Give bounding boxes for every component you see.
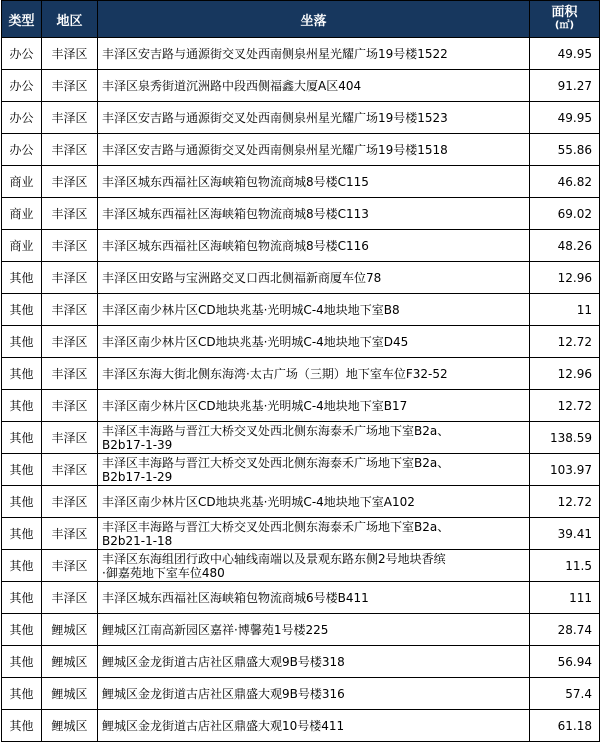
address-line: ·御嘉苑地下室车位480 [102,565,225,580]
table-row [2,198,600,230]
table-row [2,550,600,582]
cell-address [98,230,530,262]
table-row [2,38,600,70]
cell-region: 丰泽区 [42,230,98,262]
cell-region: 丰泽区 [42,486,98,518]
cell-address [98,294,530,326]
cell-area: 69.02 [530,198,600,230]
table-row [2,230,600,262]
cell-address [98,70,530,102]
cell-region: 丰泽区 [42,70,98,102]
cell-address [98,582,530,614]
cell-type: 其他 [2,326,42,358]
cell-area: 11.5 [530,550,600,582]
cell-region: 丰泽区 [42,134,98,166]
table-row [2,326,600,358]
cell-address [98,646,530,678]
cell-address [98,518,530,550]
cell-type: 其他 [2,518,42,550]
address-line: 丰泽区丰海路与晋江大桥交叉处西北侧东海泰禾广场地下室B2a、 [102,423,450,438]
address-line: 丰泽区南少林片区CD地块兆基·光明城C-4地块地下室B17 [102,398,408,413]
cell-area: 12.96 [530,358,600,390]
cell-area: 46.82 [530,166,600,198]
cell-type: 其他 [2,582,42,614]
header-row [2,1,600,38]
table-row [2,134,600,166]
address-line: 丰泽区田安路与宝洲路交叉口西北侧福新商厦车位78 [102,270,382,285]
cell-type: 其他 [2,358,42,390]
cell-address [98,422,530,454]
cell-type: 其他 [2,710,42,742]
cell-address [98,102,530,134]
address-line: B2b21-1-18 [102,533,173,548]
cell-area: 49.95 [530,102,600,134]
address-line: 丰泽区城东西福社区海峡箱包物流商城8号楼C115 [102,174,369,189]
cell-area: 11 [530,294,600,326]
address-line: 丰泽区南少林片区CD地块兆基·光明城C-4地块地下室B8 [102,302,400,317]
cell-type: 办公 [2,70,42,102]
cell-address [98,614,530,646]
cell-address [98,678,530,710]
cell-region: 丰泽区 [42,38,98,70]
cell-type: 其他 [2,486,42,518]
cell-type: 其他 [2,422,42,454]
cell-type: 商业 [2,166,42,198]
address-line: 丰泽区东海组团行政中心轴线南端以及景观东路东侧2号地块香缤 [102,551,446,566]
cell-type: 其他 [2,454,42,486]
address-line: 丰泽区安吉路与通源街交叉处西南侧泉州星光耀广场19号楼1518 [102,142,448,157]
cell-area: 103.97 [530,454,600,486]
cell-area: 12.72 [530,390,600,422]
table-row [2,710,600,742]
cell-type: 其他 [2,678,42,710]
cell-type: 办公 [2,102,42,134]
cell-area: 12.72 [530,326,600,358]
address-line: 丰泽区安吉路与通源街交叉处西南侧泉州星光耀广场19号楼1522 [102,46,448,61]
cell-area: 57.4 [530,678,600,710]
cell-area: 138.59 [530,422,600,454]
cell-area: 12.72 [530,486,600,518]
table-row [2,454,600,486]
address-line: 鲤城区金龙街道古店社区鼎盛大观9B号楼318 [102,654,345,669]
cell-address [98,134,530,166]
table-row [2,646,600,678]
address-line: 鲤城区江南高新园区嘉祥·博馨苑1号楼225 [102,622,329,637]
cell-type: 办公 [2,134,42,166]
address-line: 丰泽区泉秀街道沉洲路中段西侧福鑫大厦A区404 [102,78,362,93]
cell-area: 39.41 [530,518,600,550]
cell-type: 其他 [2,646,42,678]
address-line: 丰泽区城东西福社区海峡箱包物流商城8号楼C113 [102,206,369,221]
cell-address [98,262,530,294]
cell-type: 其他 [2,390,42,422]
cell-type: 商业 [2,230,42,262]
table-body [2,38,600,742]
cell-type: 其他 [2,550,42,582]
cell-area: 56.94 [530,646,600,678]
cell-address [98,486,530,518]
cell-region: 鲤城区 [42,646,98,678]
cell-region: 丰泽区 [42,262,98,294]
cell-region: 丰泽区 [42,358,98,390]
cell-address [98,198,530,230]
address-line: 丰泽区城东西福社区海峡箱包物流商城6号楼B411 [102,590,369,605]
address-line: 丰泽区南少林片区CD地块兆基·光明城C-4地块地下室D45 [102,334,409,349]
table-row [2,582,600,614]
region-header: 地区 [42,1,98,38]
cell-region: 丰泽区 [42,518,98,550]
cell-region: 丰泽区 [42,422,98,454]
cell-area: 61.18 [530,710,600,742]
cell-area: 28.74 [530,614,600,646]
cell-area: 91.27 [530,70,600,102]
table-row [2,294,600,326]
table-row [2,518,600,550]
cell-address [98,710,530,742]
table-row [2,166,600,198]
address-line: 丰泽区安吉路与通源街交叉处西南侧泉州星光耀广场19号楼1523 [102,110,448,125]
cell-region: 丰泽区 [42,550,98,582]
table-row [2,390,600,422]
cell-region: 鲤城区 [42,614,98,646]
cell-region: 丰泽区 [42,102,98,134]
table-row [2,422,600,454]
cell-type: 办公 [2,38,42,70]
area-header-label: 面积 [551,5,578,20]
cell-region: 鲤城区 [42,678,98,710]
address-line: 丰泽区丰海路与晋江大桥交叉处西北侧东海泰禾广场地下室B2a、 [102,519,450,534]
cell-area: 49.95 [530,38,600,70]
cell-type: 商业 [2,198,42,230]
cell-region: 丰泽区 [42,390,98,422]
cell-region: 丰泽区 [42,198,98,230]
cell-address [98,326,530,358]
cell-address [98,166,530,198]
cell-region: 丰泽区 [42,326,98,358]
address-line: 鲤城区金龙街道古店社区鼎盛大观10号楼411 [102,718,345,733]
cell-address [98,550,530,582]
table-row [2,102,600,134]
cell-region: 鲤城区 [42,710,98,742]
cell-region: 丰泽区 [42,166,98,198]
address-line: 鲤城区金龙街道古店社区鼎盛大观9B号楼316 [102,686,345,701]
cell-type: 其他 [2,614,42,646]
cell-region: 丰泽区 [42,294,98,326]
cell-area: 55.86 [530,134,600,166]
cell-address [98,390,530,422]
cell-type: 其他 [2,262,42,294]
cell-address [98,454,530,486]
table-row [2,486,600,518]
cell-area: 48.26 [530,230,600,262]
cell-address [98,358,530,390]
table-row [2,614,600,646]
cell-region: 丰泽区 [42,582,98,614]
cell-address [98,38,530,70]
table-row [2,358,600,390]
area-header-unit: (㎡) [554,20,575,31]
cell-area: 111 [530,582,600,614]
type-header: 类型 [2,1,42,38]
address-line: 丰泽区东海大街北侧东海湾·太古广场（三期）地下室车位F32-52 [102,366,448,381]
address-line: 丰泽区城东西福社区海峡箱包物流商城8号楼C116 [102,238,369,253]
property-table [1,0,600,742]
table-row [2,262,600,294]
address-line: 丰泽区丰海路与晋江大桥交叉处西北侧东海泰禾广场地下室B2a、 [102,455,450,470]
address-line: B2b17-1-39 [102,437,173,452]
address-header: 坐落 [98,1,530,38]
table-row [2,678,600,710]
cell-region: 丰泽区 [42,454,98,486]
cell-area: 12.96 [530,262,600,294]
address-line: 丰泽区南少林片区CD地块兆基·光明城C-4地块地下室A102 [102,494,415,509]
cell-type: 其他 [2,294,42,326]
address-line: B2b17-1-29 [102,469,173,484]
area-header [530,1,600,38]
table-row [2,70,600,102]
